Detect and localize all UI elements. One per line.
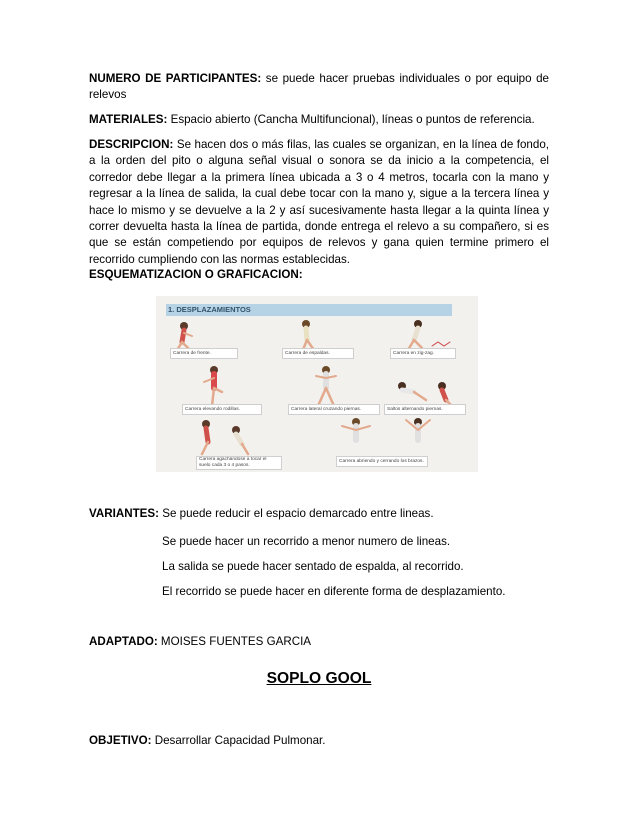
displacement-illustration xyxy=(156,296,478,472)
schema-heading: ESQUEMATIZACION O GRAFICACION: xyxy=(89,268,303,281)
materials-text: Espacio abierto (Cancha Multifuncional), líneas o puntos de referencia. xyxy=(167,113,535,126)
variants-line-1 xyxy=(89,506,549,522)
adapted-text: MOISES FUENTES GARCIA xyxy=(157,635,312,648)
caption-arms-run: Carrera abriendo y cerrando los brazos. xyxy=(336,456,428,467)
runner-figures xyxy=(156,316,478,472)
variants-label: VARIANTES: xyxy=(89,507,159,520)
variants-line-4: El recorrido se puede hacer en diferente forma de desplazamiento. xyxy=(162,585,506,598)
illustration-banner xyxy=(166,304,452,316)
variants-line-2: Se puede hacer un recorrido a menor numero de lineas. xyxy=(162,535,451,548)
adapted-label: ADAPTADO: xyxy=(89,635,158,648)
objective-label: OBJETIVO: xyxy=(89,734,152,747)
caption-knees-run: Carrera elevando rodillas. xyxy=(182,404,262,415)
illustration-banner-text: 1. DESPLAZAMIENTOS xyxy=(168,305,251,314)
materials-label: MATERIALES: xyxy=(89,113,168,126)
caption-lateral-run: Carrera lateral cruzando piernas. xyxy=(288,404,380,415)
objective-text: Desarrollar Capacidad Pulmonar. xyxy=(151,734,326,747)
caption-zigzag-run: Carrera en zig-zag. xyxy=(390,348,456,359)
runner-figure-knees xyxy=(204,366,222,406)
caption-touch-ground: Carrera agachándose a tocar el suelo cada 3 o 4 pasos. xyxy=(196,456,282,470)
description-text: Se hacen dos o más filas, las cuales se organizan, en la línea de fondo, a la orden del pito o alguna señal visual o sonora se da inicio a la competencia, el corredor debe llegar a la primera línea ubicada a 3 o 4 metros, tocarla con la mano y regresar a la línea de salida, la cual debe tocar con la mano y, sigue a la tercera línea y hace lo mismo y se devuelve a la 2 y así sucesivamente hasta llegar a la quinta línea y correr devuelta hasta la línea de partida, donde entrega el relevo a su compañero, si es que se están competiendo por equipos de relevos y gana quien termine primero el recorrido cumpliendo con las normas establecidas. xyxy=(89,138,549,266)
runner-figure-arms xyxy=(342,418,430,440)
caption-backward-run: Carrera de espaldas. xyxy=(282,348,354,359)
caption-forward-run: Carrera de frente. xyxy=(170,348,238,359)
caption-jumps: Saltos alternando piernas. xyxy=(384,404,466,415)
game-title: SOPLO GOOL xyxy=(266,670,372,687)
variants-text-1: Se puede reducir el espacio demarcado entre lineas. xyxy=(159,507,434,520)
description-label: DESCRIPCION: xyxy=(89,138,174,151)
participants-paragraph xyxy=(89,71,549,104)
participants-text: se puede hacer pruebas individuales o por equipo de relevos xyxy=(89,72,550,102)
runner-figure-touch-ground xyxy=(202,420,248,454)
runner-figure-lateral xyxy=(316,366,336,406)
runner-figure-zigzag xyxy=(408,320,450,350)
adapted-line xyxy=(89,634,549,650)
participants-label: NUMERO DE PARTICIPANTES: xyxy=(89,72,262,85)
description-paragraph xyxy=(89,137,549,268)
objective-line xyxy=(89,733,549,749)
variants-line-3: La salida se puede hacer sentado de espalda, al recorrido. xyxy=(162,560,464,573)
materials-paragraph xyxy=(89,112,549,128)
